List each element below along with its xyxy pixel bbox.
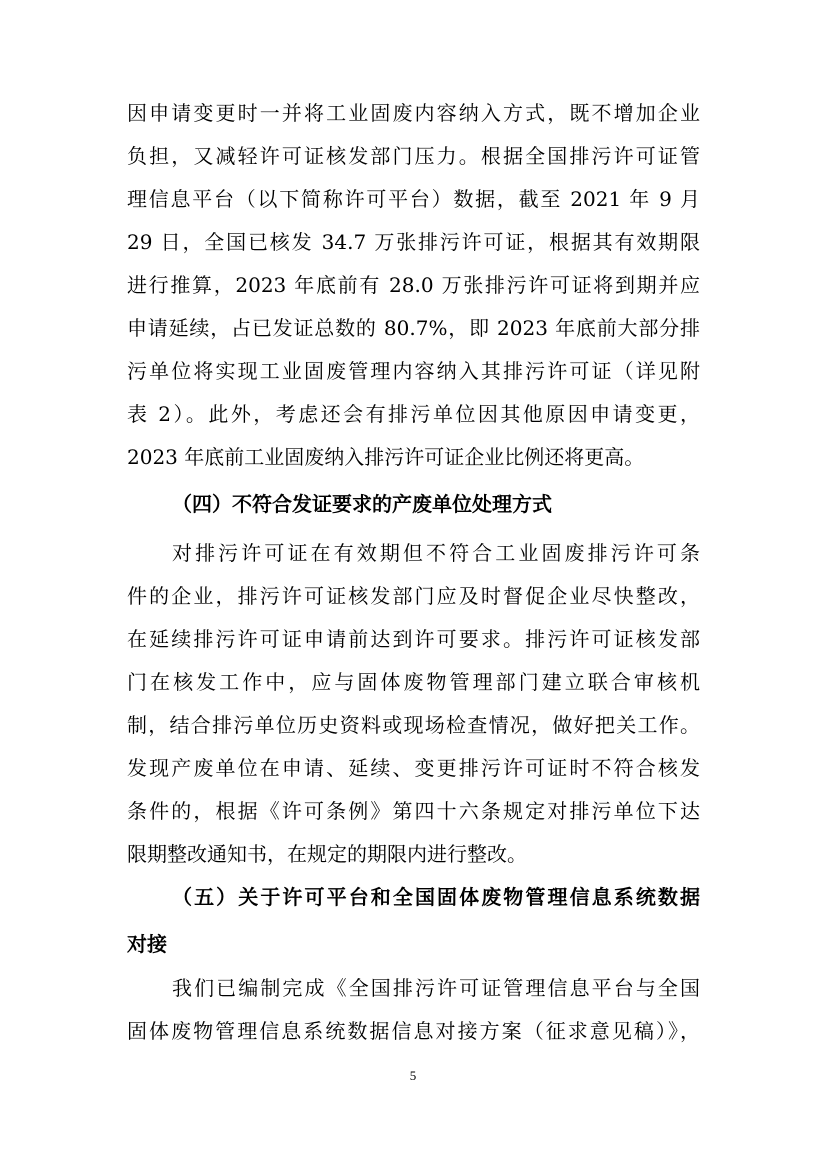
body-text-line: 29 日，全国已核发 34.7 万张排污许可证，根据其有效期限 [127,230,700,254]
body-text-line: 2023 年底前工业固废纳入排污许可证企业比例还将更高。 [127,445,645,469]
body-text-line: 进行推算，2023 年底前有 28.0 万张排污许可证将到期并应 [127,273,700,297]
section-heading: （四）不符合发证要求的产废单位处理方式 [172,492,552,516]
body-text-line: 条件的，根据《许可条例》第四十六条规定对排污单位下达 [127,799,700,823]
body-text-line: 污单位将实现工业固废管理内容纳入其排污许可证（详见附 [127,359,700,383]
body-text-line: 因申请变更时一并将工业固废内容纳入方式，既不增加企业 [127,101,700,125]
section-heading: （五）关于许可平台和全国固体废物管理信息系统数据 [172,885,700,909]
body-text-line: 发现产废单位在申请、延续、变更排污许可证时不符合核发 [127,756,700,780]
body-text-line: 表 2）。此外，考虑还会有排污单位因其他原因申请变更， [127,402,700,426]
body-text-line: 门在核发工作中，应与固体废物管理部门建立联合审核机 [127,670,700,694]
body-text-line: 对排污许可证在有效期但不符合工业固废排污许可条 [172,541,700,565]
section-heading-continued: 对接 [127,932,167,956]
body-text-line: 在延续排污许可证申请前达到许可要求。排污许可证核发部 [127,627,700,651]
body-text-line: 申请延续，占已发证总数的 80.7%，即 2023 年底前大部分排 [127,316,700,340]
page-number: 5 [409,1068,417,1083]
body-text-line: 我们已编制完成《全国排污许可证管理信息平台与全国 [172,976,700,1000]
body-text-line: 负担，又减轻许可证核发部门压力。根据全国排污许可证管 [127,144,700,168]
body-text-line: 件的企业，排污许可证核发部门应及时督促企业尽快整改， [127,584,700,608]
body-text-line: 固体废物管理信息系统数据信息对接方案（征求意见稿）》， [127,1019,700,1043]
body-text-line: 限期整改通知书，在规定的期限内进行整改。 [127,842,527,866]
body-text-line: 制，结合排污单位历史资料或现场检查情况，做好把关工作。 [127,713,700,737]
body-text-line: 理信息平台（以下简称许可平台）数据，截至 2021 年 9 月 [127,187,700,211]
